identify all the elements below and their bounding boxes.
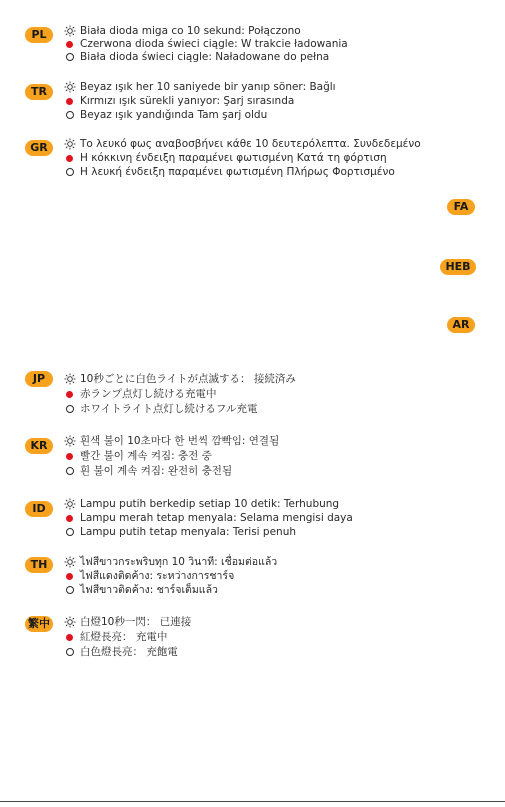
white-ring-icon: [66, 168, 74, 176]
white-ring-icon: [66, 648, 74, 656]
red-dot-icon: [66, 391, 73, 398]
sun-blink-icon: [64, 138, 76, 150]
language-badge-tr: TR: [25, 84, 53, 100]
white-ring-icon: [66, 405, 74, 413]
sun-blink-icon: [64, 556, 76, 568]
status-line-charging: 紅燈長亮： 充電中: [64, 630, 167, 644]
status-line-charging: Kırmızı ışık sürekli yanıyor: Şarj sırasında: [64, 94, 294, 108]
red-dot-icon: [66, 155, 73, 162]
white-ring-icon: [66, 586, 74, 594]
status-line-connected: Beyaz ışık her 10 saniyede bir yanıp söner: Bağlı: [64, 80, 336, 94]
red-dot-icon: [66, 634, 73, 641]
language-badge-kr: KR: [25, 438, 53, 454]
status-line-full: Beyaz ışık yandığında Tam şarj oldu: [64, 108, 267, 122]
status-line-full: ไฟสีขาวติดค้าง: ชาร์จเต็มแล้ว: [64, 583, 218, 597]
status-line-full: Biała dioda świeci ciągle: Naładowane do pełna: [64, 50, 329, 64]
white-ring-icon: [66, 528, 74, 536]
status-line-connected: 10秒ごとに白色ライトが点滅する： 接続済み: [64, 372, 296, 386]
status-line-connected: 白燈10秒一閃： 已連接: [64, 615, 191, 629]
status-line-charging: Czerwona dioda świeci ciągle: W trakcie ładowania: [64, 37, 348, 51]
language-badge-fa: FA: [447, 199, 475, 215]
status-line-charging: 빨간 불이 계속 켜짐: 충전 중: [64, 449, 212, 463]
white-ring-icon: [66, 53, 74, 61]
red-dot-icon: [66, 573, 73, 580]
status-line-connected: Biała dioda miga co 10 sekund: Połączono: [64, 24, 301, 38]
status-line-full: 흰 불이 계속 켜짐: 완전히 충전됨: [64, 464, 232, 478]
language-badge-th: TH: [25, 557, 53, 573]
status-line-full: ホワイトライト点灯し続けるフル充電: [64, 402, 257, 416]
white-ring-icon: [66, 111, 74, 119]
language-badge-jp: JP: [25, 371, 53, 387]
status-line-charging: ไฟสีแดงติดค้าง: ระหว่างการชาร์จ: [64, 569, 234, 583]
status-line-charging: 赤ランプ点灯し続ける充電中: [64, 387, 217, 401]
language-badge-ar: AR: [447, 317, 475, 333]
white-ring-icon: [66, 467, 74, 475]
status-line-full: 白色燈長亮： 充飽電: [64, 645, 178, 659]
status-line-connected: Το λευκό φως αναβοσβήνει κάθε 10 δευτερόλεπτα. Συνδεδεμένο: [64, 137, 421, 151]
status-line-charging: Lampu merah tetap menyala: Selama mengisi daya: [64, 511, 353, 525]
sun-blink-icon: [64, 498, 76, 510]
sun-blink-icon: [64, 373, 76, 385]
status-line-connected: 흰색 불이 10초마다 한 번씩 깜빡임: 연결됨: [64, 434, 279, 448]
red-dot-icon: [66, 98, 73, 105]
status-line-connected: ไฟสีขาวกระพริบทุก 10 วินาที: เชื่อมต่อแล้ว: [64, 555, 277, 569]
status-line-full: Η λευκή ένδειξη παραμένει φωτισμένη Πλήρως Φορτισμένο: [64, 165, 395, 179]
status-line-full: Lampu putih tetap menyala: Terisi penuh: [64, 525, 296, 539]
status-line-connected: Lampu putih berkedip setiap 10 detik: Terhubung: [64, 497, 339, 511]
language-badge-heb: HEB: [440, 259, 476, 275]
red-dot-icon: [66, 453, 73, 460]
bottom-divider: [0, 801, 505, 802]
sun-blink-icon: [64, 81, 76, 93]
sun-blink-icon: [64, 616, 76, 628]
status-line-charging: Η κόκκινη ένδειξη παραμένει φωτισμένη Κατά τη φόρτιση: [64, 151, 387, 165]
red-dot-icon: [66, 515, 73, 522]
language-badge-id: ID: [25, 501, 53, 517]
language-badge-gr: GR: [25, 140, 53, 156]
sun-blink-icon: [64, 25, 76, 37]
red-dot-icon: [66, 41, 73, 48]
sun-blink-icon: [64, 435, 76, 447]
language-badge-zh-hant: 繁中: [25, 616, 53, 632]
language-badge-pl: PL: [25, 27, 53, 43]
